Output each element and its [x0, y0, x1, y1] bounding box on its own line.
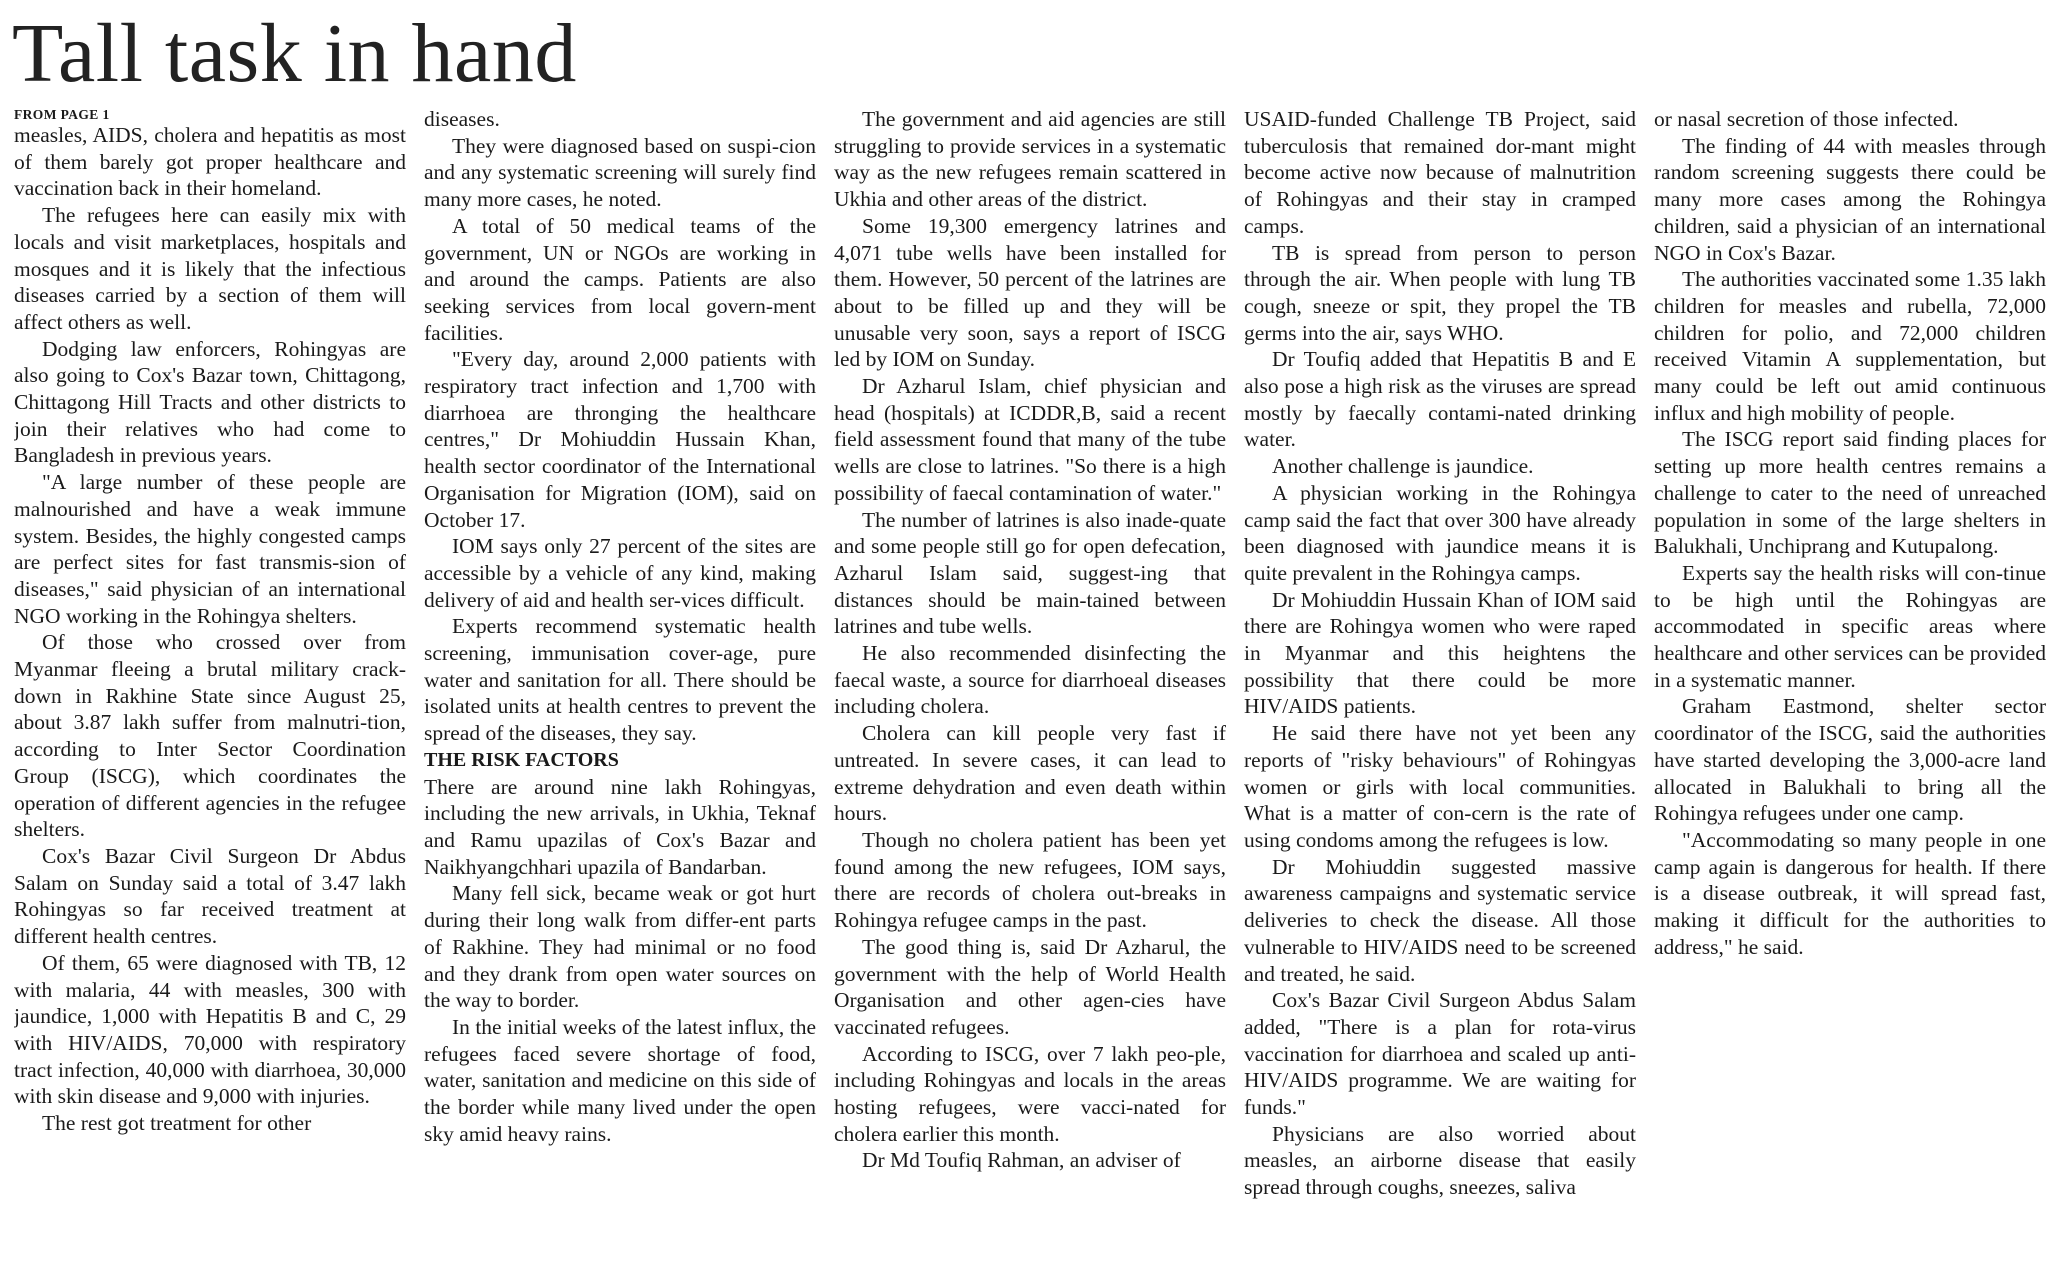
paragraph: Dr Toufiq added that Hepatitis B and E also pose a high risk as the viruses are spread mostly by faecally contami-nated drinking water.: [1244, 347, 1636, 452]
paragraph: "Accommodating so many people in one camp again is dangerous for health. If there is a disease outbreak, it will spread fast, making it difficult for the authorities to address," he said.: [1654, 827, 2046, 959]
paragraph: The good thing is, said Dr Azharul, the government with the help of World Health Organisation and other agen-cies have vaccinated refugees.: [834, 934, 1226, 1039]
paragraph: Dodging law enforcers, Rohingyas are also going to Cox's Bazar town, Chittagong, Chittagong Hill Tracts and other districts to join their relatives who had come to Bangladesh in previous years.: [14, 336, 406, 468]
paragraph: According to ISCG, over 7 lakh peo-ple, including Rohingyas and locals in the areas hosting refugees, were vacci-nated for cholera earlier this month.: [834, 1041, 1226, 1146]
paragraph: He said there have not yet been any reports of "risky behaviours" of Rohingyas women or girls with local communities. What is a matter of con-cern is the rate of using condoms among the refugees is low.: [1244, 721, 1636, 852]
paragraph: A total of 50 medical teams of the government, UN or NGOs are working in and around the camps. Patients are also seeking services from local govern-ment facilities.: [424, 213, 816, 345]
paragraph: The number of latrines is also inade-quate and some people still go for open defecation, Azharul Islam said, suggest-ing that distances should be main-tained between latrines and tube wells.: [834, 507, 1226, 639]
paragraph: The rest got treatment for other: [42, 1111, 312, 1136]
paragraph: "A large number of these people are malnourished and have a weak immune system. Besides, the highly congested camps are perfect sites for fast transmis-sion of diseases," said physician of an international NGO working in the Rohingya shelters.: [14, 470, 406, 628]
paragraph: There are around nine lakh Rohingyas, including the new arrivals, in Ukhia, Teknaf and Ramu upazilas of Cox's Bazar and Naikhyangchhari upazila of Bandarban.: [424, 774, 816, 879]
paragraph: or nasal secretion of those infected.: [1654, 107, 1959, 131]
paragraph: Another challenge is jaundice.: [1272, 454, 1534, 479]
article-column-5: [1654, 106, 2046, 1256]
paragraph: Experts recommend systematic health screening, immunisation cover-age, pure water and sanitation for all. There should be isolated units at health centres to prevent the spread of the diseases, they say.: [424, 614, 816, 746]
paragraph: Graham Eastmond, shelter sector coordinator of the ISCG, said the authorities have started developing the 3,000-acre land allocated in Balukhali to bring all the Rohingya refugees under one camp.: [1654, 694, 2046, 826]
headline: Tall task in hand: [12, 7, 577, 100]
paragraph: Of those who crossed over from Myanmar fleeing a brutal military crack-down in Rakhine State since August 25, about 3.87 lakh suffer from malnutri-tion, according to Inter Sector Coordination Group (ISCG), which coordinates the operation of different agencies in the refugee shelters.: [14, 630, 406, 842]
paragraph: "Every day, around 2,000 patients with respiratory tract infection and 1,700 with diarrhoea are thronging the healthcare centres," Dr Mohiuddin Hussain Khan, health sector coordinator of the International Organisation for Migration (IOM), said on October 17.: [424, 347, 816, 532]
section-subhead: THE RISK FACTORS: [424, 748, 619, 771]
paragraph: measles, AIDS, cholera and hepatitis as most of them barely got proper healthcare and vaccination back in their homeland.: [14, 123, 406, 201]
paragraph: Physicians are also worried about measles, an airborne disease that easily spread through coughs, sneezes, saliva: [1244, 1121, 1636, 1200]
paragraph: Dr Azharul Islam, chief physician and head (hospitals) at ICDDR,B, said a recent field assessment found that many of the tube wells are close to latrines. "So there is a high possibility of faecal contamination of water.": [834, 374, 1226, 505]
paragraph: Many fell sick, became weak or got hurt during their long walk from differ-ent parts of Rakhine. They had minimal or no food and they drank from open water sources on the way to border.: [424, 881, 816, 1013]
paragraph: Cox's Bazar Civil Surgeon Dr Abdus Salam on Sunday said a total of 3.47 lakh Rohingyas so far received treatment at different health centres.: [14, 843, 406, 949]
paragraph: USAID-funded Challenge TB Project, said tuberculosis that remained dor-mant might become active now because of malnutrition of Rohingyas and their stay in cramped camps.: [1244, 107, 1636, 238]
paragraph: They were diagnosed based on suspi-cion and any systematic screening will surely find many more cases, he noted.: [424, 133, 816, 212]
paragraph: Cholera can kill people very fast if untreated. In severe cases, it can lead to extreme dehydration and even death within hours.: [834, 721, 1226, 826]
paragraph: Of them, 65 were diagnosed with TB, 12 with malaria, 44 with measles, 300 with jaundice, 1,000 with Hepatitis B and C, 29 with HIV/AIDS, 70,000 with respiratory tract infection, 40,000 with diarrhoea, 30,000 with skin disease and 9,000 with injuries.: [14, 950, 406, 1109]
paragraph: The government and aid agencies are still struggling to provide services in a systematic way as the new refugees remain scattered in Ukhia and other areas of the district.: [834, 107, 1226, 212]
paragraph: TB is spread from person to person through the air. When people with lung TB cough, sneeze or spit, they propel the TB germs into the air, says WHO.: [1244, 240, 1636, 345]
paragraph: The ISCG report said finding places for setting up more health centres remains a challenge to cater to the need of unreached population in some of the large shelters in Balukhali, Unchiprang and Kutupalong.: [1654, 427, 2046, 559]
paragraph: Experts say the health risks will con-tinue to be high until the Rohingyas are accommodated in specific areas where healthcare and other services can be provided in a systematic manner.: [1654, 560, 2046, 692]
paragraph: The refugees here can easily mix with locals and visit marketplaces, hospitals and mosques and it is likely that the infectious diseases carried by a section of them will affect others as well.: [14, 203, 406, 334]
paragraph: The finding of 44 with measles through random screening suggests there could be many more cases among the Rohingya children, said a physician of an international NGO in Cox's Bazar.: [1654, 133, 2046, 265]
paragraph: diseases.: [424, 107, 500, 131]
paragraph: Cox's Bazar Civil Surgeon Abdus Salam added, "There is a plan for rota-virus vaccination for diarrhoea and scaled up anti-HIV/AIDS programme. We are waiting for funds.": [1244, 988, 1636, 1120]
paragraph: Though no cholera patient has been yet found among the new refugees, IOM says, there are records of cholera out-breaks in Rohingya refugee camps in the past.: [834, 827, 1226, 933]
article-column-4: [1244, 106, 1636, 1256]
paragraph: A physician working in the Rohingya camp said the fact that over 300 have already been diagnosed with jaundice means it is quite prevalent in the Rohingya camps.: [1244, 480, 1636, 585]
paragraph: Some 19,300 emergency latrines and 4,071 tube wells have been installed for them. However, 50 percent of the latrines are about to be filled up and they will be unusable very soon, says a report of ISCG led by IOM on Sunday.: [834, 213, 1226, 372]
article-column-2: [424, 106, 816, 1256]
article-column-1: [14, 106, 406, 1256]
paragraph: In the initial weeks of the latest influx, the refugees faced severe shortage of food, water, sanitation and medicine on this side of the border while many lived under the open sky amid heavy rains.: [424, 1014, 816, 1146]
article-column-3: [834, 106, 1226, 1256]
paragraph: Dr Mohiuddin suggested massive awareness campaigns and systematic service deliveries to check the disease. All those vulnerable to HIV/AIDS need to be screened and treated, he said.: [1244, 854, 1636, 986]
paragraph: IOM says only 27 percent of the sites are accessible by a vehicle of any kind, making delivery of aid and health ser-vices difficult.: [424, 534, 816, 612]
paragraph: Dr Mohiuddin Hussain Khan of IOM said there are Rohingya women who were raped in Myanmar and this heightens the possibility that there could be more HIV/AIDS patients.: [1244, 587, 1636, 719]
paragraph: The authorities vaccinated some 1.35 lakh children for measles and rubella, 72,000 children for polio, and 72,000 children received Vitamin A supplementation, but many could be left out amid continuous influx and high mobility of people.: [1654, 267, 2046, 425]
paragraph: He also recommended disinfecting the faecal waste, a source for diarrhoeal diseases including cholera.: [834, 641, 1226, 719]
paragraph: Dr Md Toufiq Rahman, an adviser of: [862, 1148, 1181, 1173]
jump-label: FROM PAGE 1: [14, 107, 110, 122]
